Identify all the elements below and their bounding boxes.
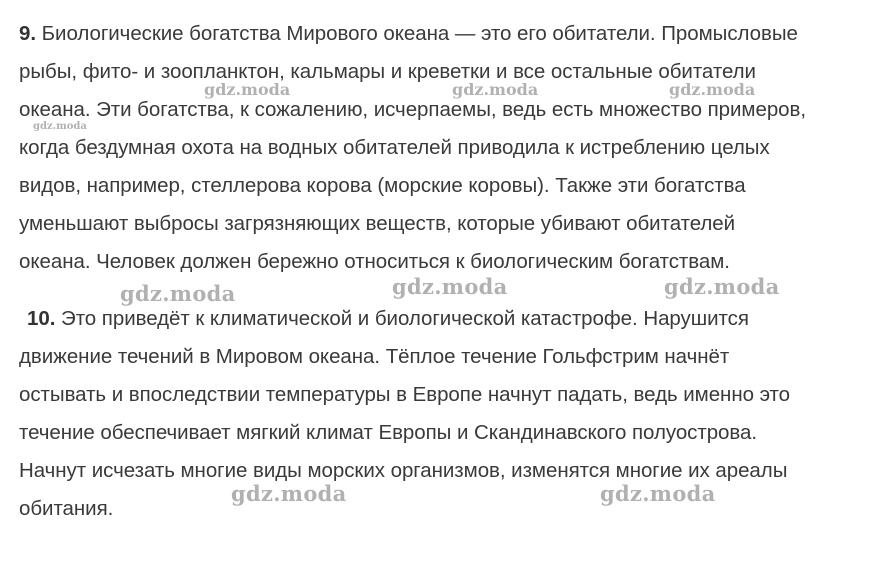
answer-10-line-1: 10. Это приведёт к климатической и биологической катастрофе. Нарушится xyxy=(27,307,749,330)
watermark: gdz.moda xyxy=(664,274,780,299)
watermark: gdz.moda xyxy=(452,80,539,99)
answer-9-line-7: океана. Человек должен бережно относиться к биологическим богатствам. xyxy=(19,250,730,273)
answer-10-line-4: течение обеспечивает мягкий климат Европы и Скандинавского полуострова. xyxy=(19,421,758,444)
watermark: gdz.moda xyxy=(120,281,236,306)
answer-10-line-3: остывать и впоследствии температуры в Европе начнут падать, ведь именно это xyxy=(19,383,791,406)
answer-10-number: 10. xyxy=(27,307,56,330)
answer-9-line-3: океана. Эти богатства, к сожалению, исчерпаемы, ведь есть множество примеров, xyxy=(19,98,807,121)
watermark: gdz.moda xyxy=(600,481,716,506)
answer-10-line-6: обитания. xyxy=(19,497,114,520)
answer-10-line-2: движение течений в Мировом океана. Тёплое течение Гольфстрим начнёт xyxy=(19,345,730,368)
watermark: gdz.moda xyxy=(231,481,347,506)
answer-9-line-6: уменьшают выбросы загрязняющих веществ, которые убивают обитателей xyxy=(19,212,736,235)
answer-9-line-2: рыбы, фито- и зоопланктон, кальмары и креветки и все остальные обитатели xyxy=(19,60,756,83)
answer-9-line-5: видов, например, стеллерова корова (морские коровы). Также эти богатства xyxy=(19,174,746,197)
watermark: gdz.moda xyxy=(204,80,291,99)
answer-10-line-5: Начнут исчезать многие виды морских организмов, изменятся многие их ареалы xyxy=(19,459,788,482)
watermark: gdz.moda xyxy=(669,80,756,99)
answer-9-number: 9. xyxy=(19,22,36,45)
watermark: gdz.moda xyxy=(33,121,87,132)
answer-9-line-1: 9. Биологические богатства Мирового океана — это его обитатели. Промысловые xyxy=(19,22,798,45)
watermark: gdz.moda xyxy=(392,274,508,299)
answer-9-line-4: когда бездумная охота на водных обитателей приводила к истреблению целых xyxy=(19,136,770,159)
